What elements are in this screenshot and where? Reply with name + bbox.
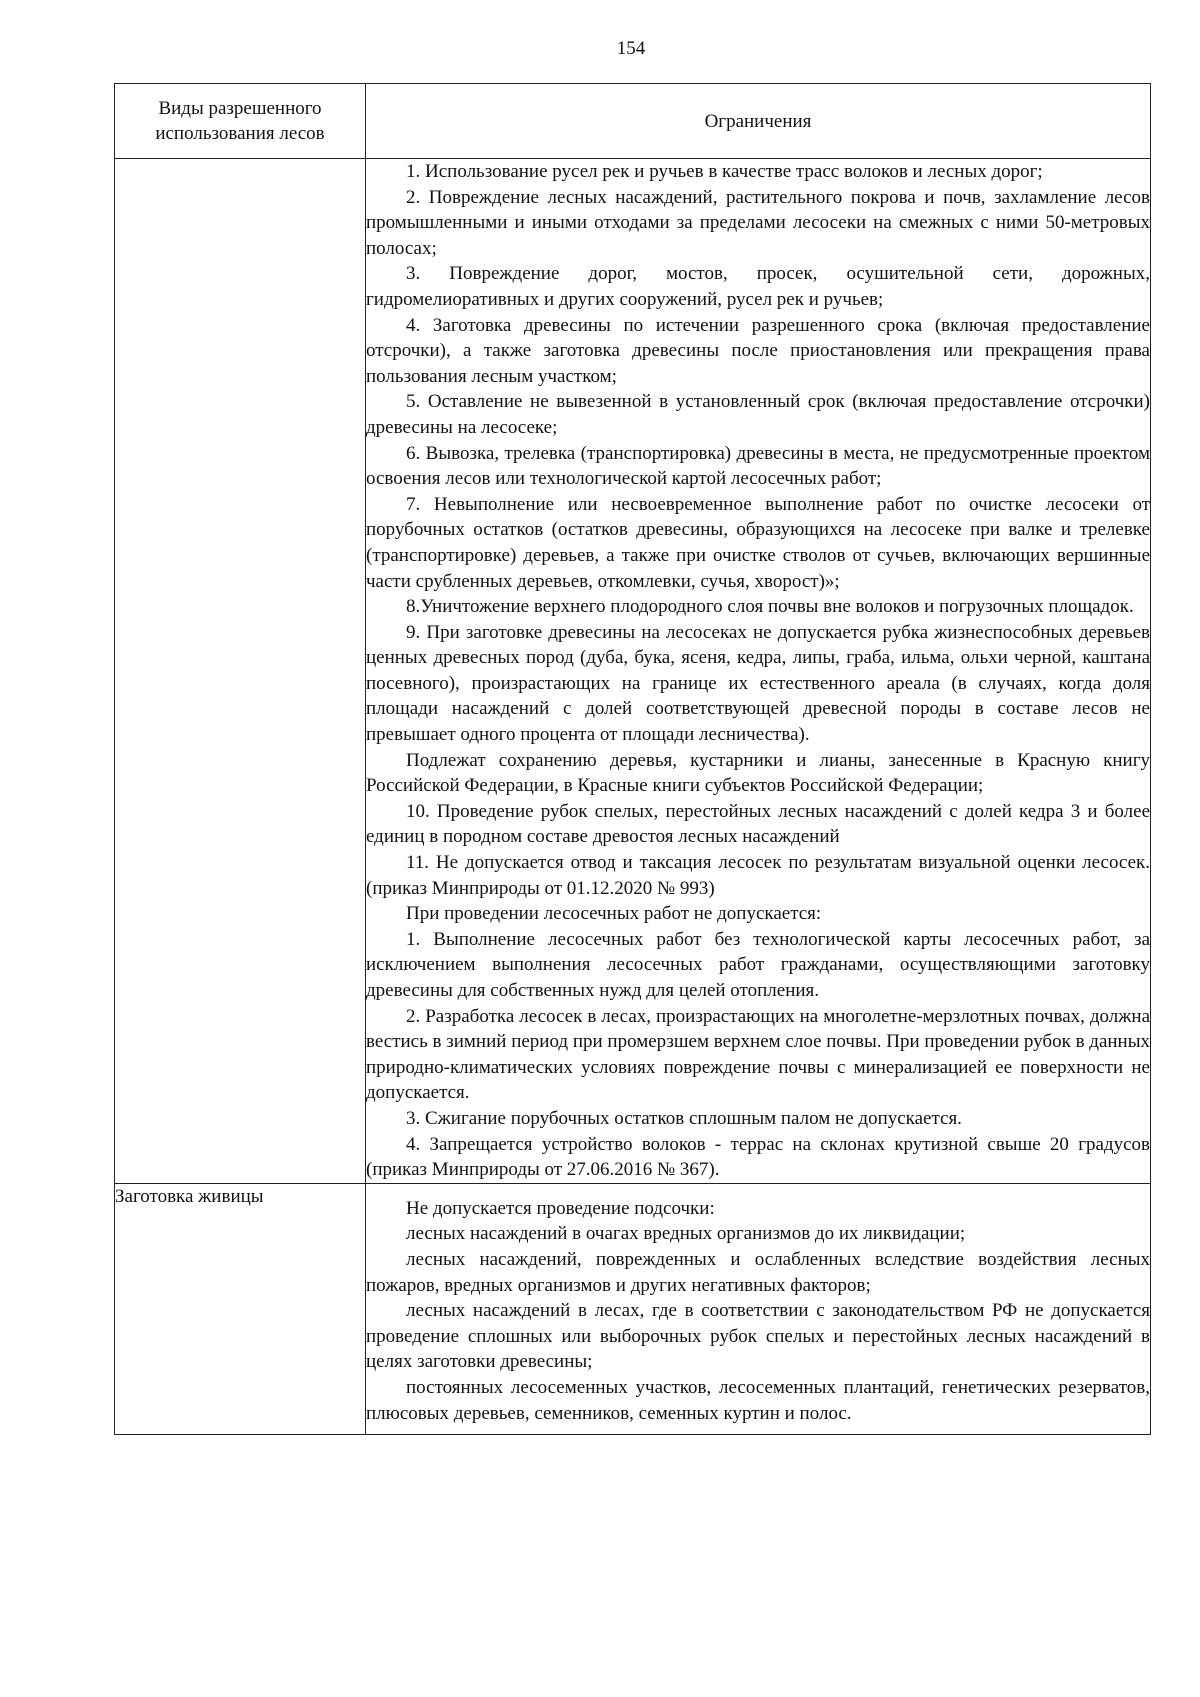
row-restrictions	[366, 1183, 1151, 1434]
table-header-row	[115, 84, 1151, 159]
restriction-paragraph: лесных насаждений в лесах, где в соответствии с законодательством РФ не допускается проведение сплошных или выборочных рубок спелых и перестойных лесных насаждений в целях заготовки древесины;	[366, 1300, 1150, 1373]
header-cell-use-types	[115, 84, 366, 159]
row-use-type	[115, 159, 366, 1184]
restrictions-table	[114, 83, 1151, 1435]
restriction-paragraph: Подлежат сохранению деревья, кустарники и лианы, занесенные в Красную книгу Российской Федерации, в Красные книги субъектов Российской Федерации;	[366, 749, 1150, 797]
restriction-paragraph: 4. Запрещается устройство волоков - террас на склонах крутизной свыше 20 градусов (приказ Минприроды от 27.06.2016 № 367).	[366, 1133, 1150, 1181]
restriction-paragraph: 8.Уничтожение верхнего плодородного слоя почвы вне волоков и погрузочных площадок.	[406, 596, 1134, 618]
restriction-paragraph: 9. При заготовке древесины на лесосеках не допускается рубка жизнеспособных деревьев ценных древесных пород (дуба, бука, ясеня, кедра, липы, граба, ильма, ольхи черной, каштана посевного), произрастающих на границе их естественного ареала (в случаях, когда доля площади насаждений с долей соответствующей древесной породы в составе лесов не превышает одного процента от площади лесничества).	[366, 621, 1150, 746]
restriction-paragraph: 7. Невыполнение или несвоевременное выполнение работ по очистке лесосеки от порубочных остатков (остатков древесины, образующихся на лесосеке при валке и трелевке (транспортировке) деревьев, а также при очистке стволов от сучьев, включающих вершинные части срубленных деревьев, откомлевки, сучья, хворост)»;	[366, 493, 1150, 592]
restriction-paragraph: 4. Заготовка древесины по истечении разрешенного срока (включая предоставление отсрочки), а также заготовка древесины после приостановления или прекращения права пользования лесным участком;	[366, 314, 1150, 387]
header-use-types: Виды разрешенного использования лесов	[155, 98, 325, 144]
restriction-paragraph: 11. Не допускается отвод и таксация лесосек по результатам визуальной оценки лесосек. (приказ Минприроды от 01.12.2020 № 993)	[366, 852, 1150, 899]
restriction-paragraph: 1. Выполнение лесосечных работ без технологической карты лесосечных работ, за исключением выполнения лесосечных работ гражданами, осуществляющими заготовку древесины для собственных нужд для целей отопления.	[366, 928, 1150, 1001]
restriction-paragraph: 6. Вывозка, трелевка (транспортировка) древесины в места, не предусмотренные проектом освоения лесов или технологической картой лесосечных работ;	[366, 442, 1150, 490]
restriction-paragraph: 3. Повреждение дорог, мостов, просек, осушительной сети, дорожных, гидромелиоративных и других сооружений, русел рек и ручьев;	[366, 263, 1150, 310]
restriction-paragraph: 1. Использование русел рек и ручьев в качестве трасс волоков и лесных дорог;	[406, 161, 1043, 182]
restriction-paragraph: 5. Оставление не вывезенной в установленный срок (включая предоставление отсрочки) древесины на лесосеке;	[366, 391, 1150, 438]
header-cell-restrictions	[366, 84, 1151, 159]
restriction-paragraph: 3. Сжигание порубочных остатков сплошным палом не допускается.	[406, 1107, 962, 1129]
row-restrictions	[366, 159, 1151, 1184]
restriction-paragraph: постоянных лесосеменных участков, лесосеменных плантаций, генетических резерватов, плюсовых деревьев, семенников, семенных куртин и полос.	[366, 1376, 1150, 1424]
restriction-paragraph: Не допускается проведение подсочки:	[406, 1197, 715, 1219]
table-row	[115, 159, 1151, 1184]
table-row	[115, 1183, 1151, 1434]
restriction-paragraph: лесных насаждений в очагах вредных организмов до их ликвидации;	[406, 1223, 966, 1245]
restriction-paragraph: 2. Разработка лесосек в лесах, произрастающих на многолетне-мерзлотных почвах, должна вестись в зимний период при промерзшем верхнем слое почвы. При проведении рубок в данных природно-климатических условиях повреждение почвы с минерализацией ее поверхности не допускается.	[366, 1005, 1150, 1104]
restriction-paragraph: 2. Повреждение лесных насаждений, растительного покрова и почв, захламление лесов промышленными и иными отходами за пределами лесосеки на смежных с ними 50-метровых полосах;	[366, 186, 1150, 259]
page-number: 154	[616, 38, 646, 59]
header-restrictions: Ограничения	[704, 110, 812, 132]
restriction-paragraph: 10. Проведение рубок спелых, перестойных лесных насаждений с долей кедра 3 и более единиц в породном составе древостоя лесных насаждений	[366, 800, 1150, 848]
restriction-paragraph: При проведении лесосечных работ не допускается:	[406, 903, 822, 925]
row-use-type: Заготовка живицы	[115, 1183, 366, 1434]
restriction-paragraph: лесных насаждений, поврежденных и ослабленных вследствие воздействия лесных пожаров, вредных организмов и других негативных факторов;	[366, 1248, 1150, 1296]
